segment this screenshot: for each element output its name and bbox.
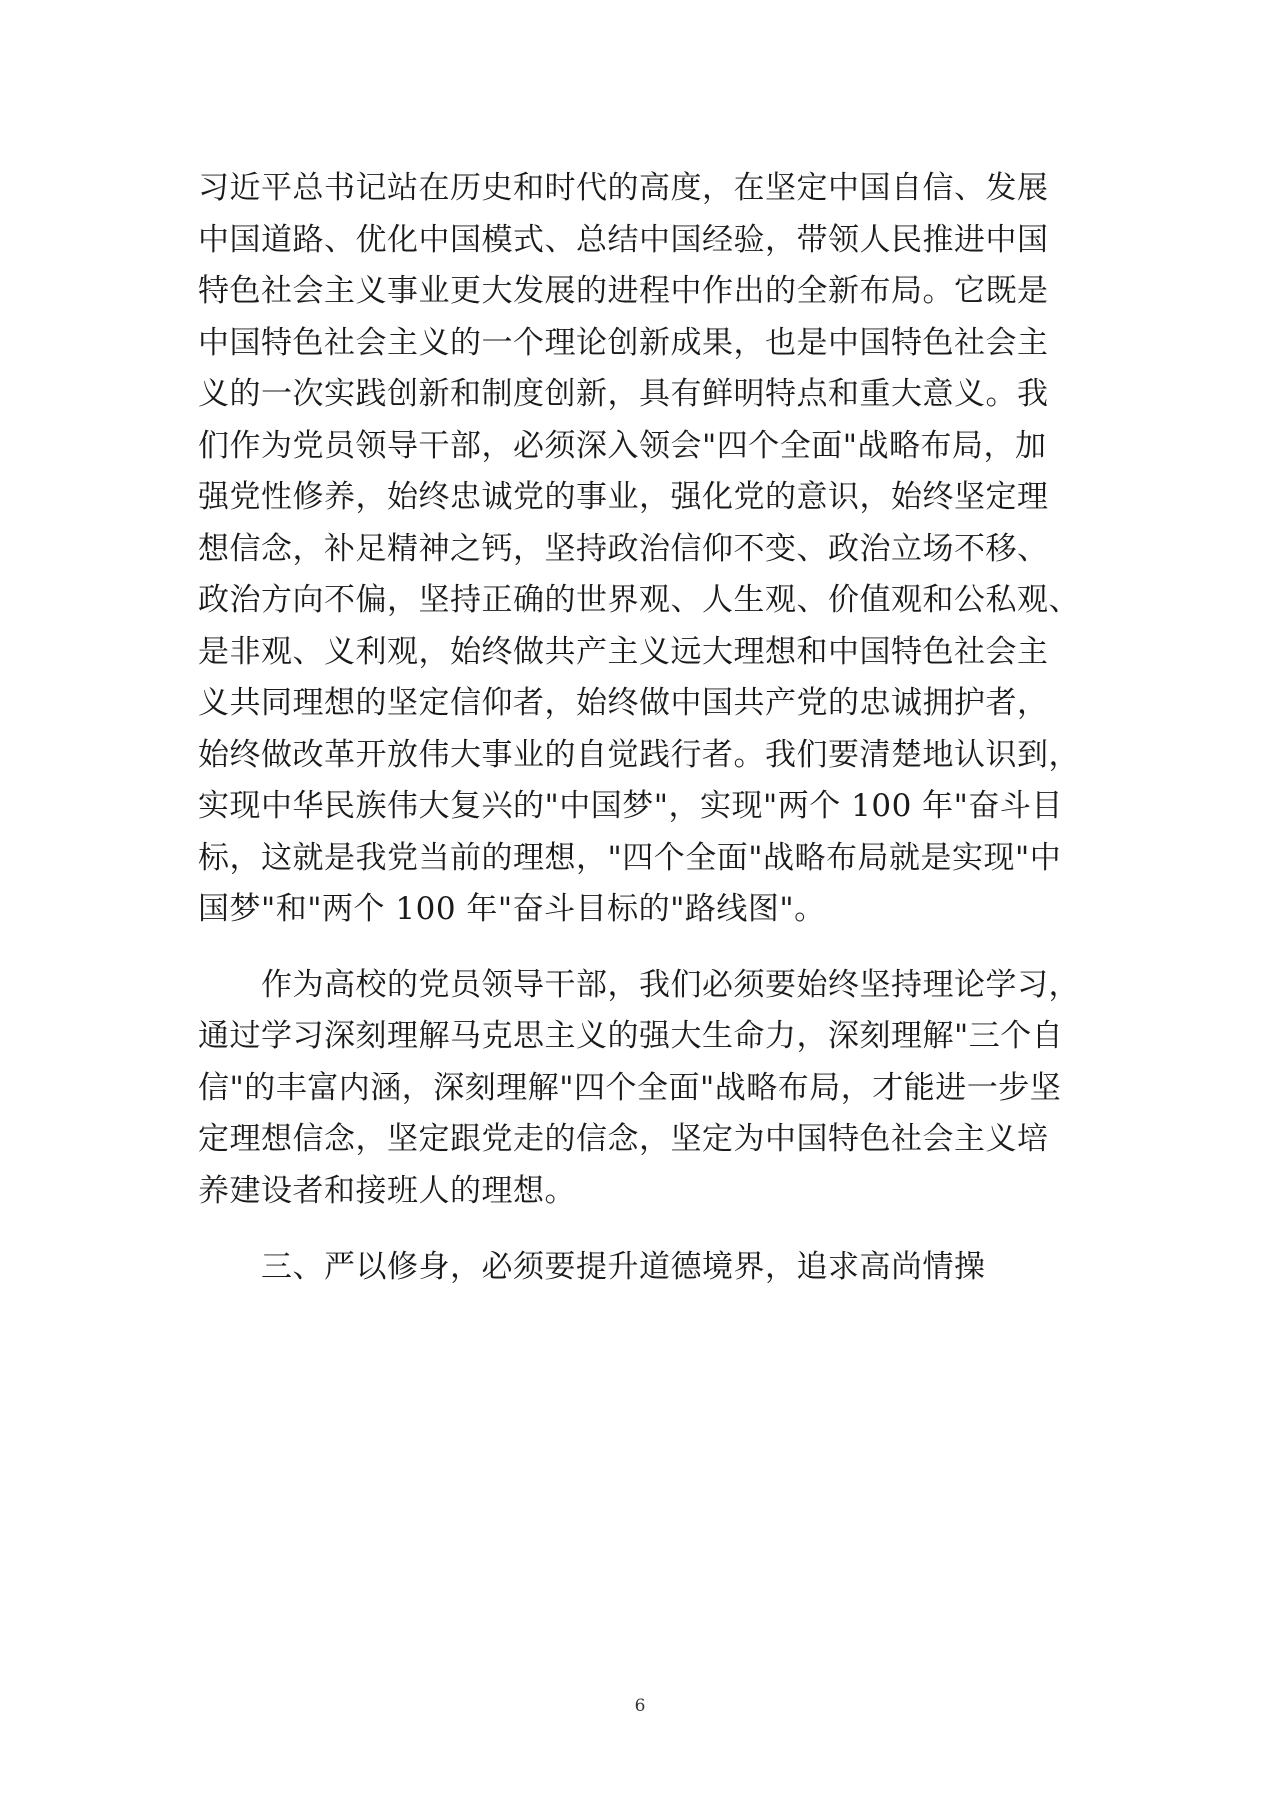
text-line: 义共同理想的坚定信仰者，始终做中国共产党的忠诚拥护者， xyxy=(198,685,1049,721)
text-line: 政治方向不偏，坚持正确的世界观、人生观、价值观和公私观、 xyxy=(198,582,1080,618)
text-line: 始终做改革开放伟大事业的自觉践行者。我们要清楚地认识到， xyxy=(198,736,1080,773)
document-body xyxy=(198,163,1098,1294)
text-line: 想信念，补足精神之钙，坚持政治信仰不变、政治立场不移、 xyxy=(198,530,1049,567)
text-line: 特色社会主义事业更大发展的进程中作出的全新布局。它既是 xyxy=(198,273,1049,309)
text-line: 中国道路、优化中国模式、总结中国经验，带领人民推进中国 xyxy=(198,221,1049,258)
text-line: 养建设者和接班人的理想。 xyxy=(198,1172,576,1209)
text-line: 标，这就是我党当前的理想，"四个全面"战略布局就是实现"中 xyxy=(198,839,1062,876)
section-heading: 三、严以修身，必须要提升道德境界，追求高尚情操 xyxy=(261,1249,986,1285)
text-line: 通过学习深刻理解马克思主义的强大生命力，深刻理解"三个自 xyxy=(198,1018,1064,1054)
text-line: 中国特色社会主义的一个理论创新成果，也是中国特色社会主 xyxy=(198,324,1049,361)
text-line: 义的一次实践创新和制度创新，具有鲜明特点和重大意义。我 xyxy=(198,376,1049,412)
text-line: 习近平总书记站在历史和时代的高度，在坚定中国自信、发展 xyxy=(198,170,1049,206)
text-line: 国梦"和"两个 100 年"奋斗目标的"路线图"。 xyxy=(198,891,826,927)
paragraph-1 xyxy=(198,163,1098,936)
paragraph-2 xyxy=(198,960,1098,1218)
text-line: 是非观、义利观，始终做共产主义远大理想和中国特色社会主 xyxy=(198,633,1049,670)
text-line: 定理想信念，坚定跟党走的信念，坚定为中国特色社会主义培 xyxy=(198,1121,1049,1157)
text-line: 作为高校的党员领导干部，我们必须要始终坚持理论学习， xyxy=(261,966,1080,1003)
text-line: 实现中华民族伟大复兴的"中国梦"，实现"两个 100 年"奋斗目 xyxy=(198,788,1063,824)
text-line: 强党性修养，始终忠诚党的事业，强化党的意识，始终坚定理 xyxy=(198,479,1049,515)
page-number: 6 xyxy=(634,1696,646,1716)
text-line: 信"的丰富内涵，深刻理解"四个全面"战略布局，才能进一步坚 xyxy=(198,1069,1062,1106)
text-line: 们作为党员领导干部，必须深入领会"四个全面"战略布局，加 xyxy=(198,427,1047,464)
